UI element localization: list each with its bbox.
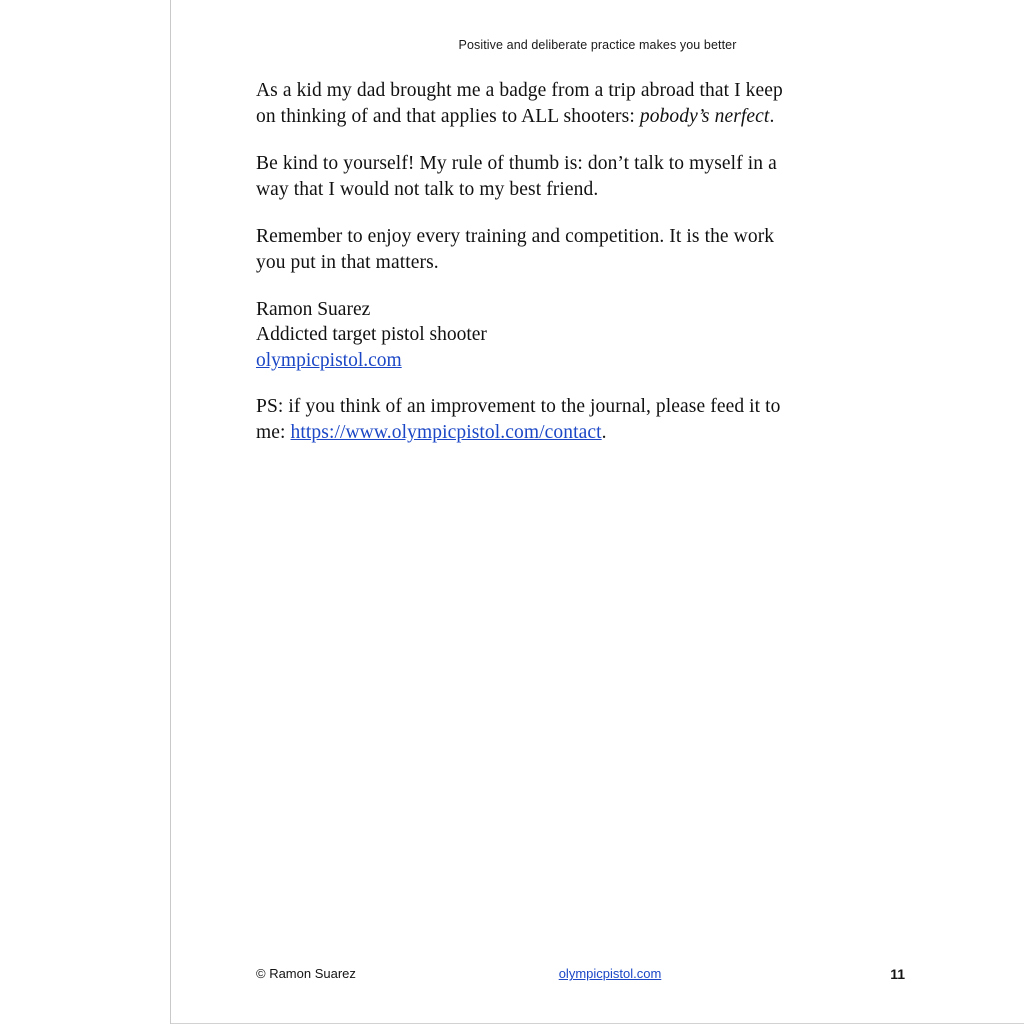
postscript-trailing: . <box>601 422 607 444</box>
postscript-lead: PS: if you think of an improvement to the journal, please feed it to me: <box>256 396 781 444</box>
signature-block <box>256 297 801 375</box>
footer-page-number: 11 <box>890 966 905 982</box>
document-page <box>170 0 1024 1024</box>
paragraph-enjoy: Remember to enjoy every training and competition. It is the work you put in that matters. <box>256 225 775 273</box>
footer-website-link[interactable]: olympicpistol.com <box>558 966 662 981</box>
running-head: Positive and deliberate practice makes you better <box>458 38 737 52</box>
document-body <box>256 78 801 467</box>
footer-link-wrap <box>559 966 662 981</box>
footer-copyright: © Ramon Suarez <box>256 966 356 981</box>
page-footer <box>256 966 964 986</box>
left-gutter <box>0 0 170 1024</box>
paragraph-be-kind: Be kind to yourself! My rule of thumb is: don’t talk to myself in a way that I would not talk to my best friend. <box>256 152 777 200</box>
paragraph-badge-text-after: . <box>769 105 775 127</box>
signature-website-link[interactable]: olympicpistol.com <box>256 350 402 372</box>
paragraph-badge-italic: pobody’s nerfect <box>639 105 770 127</box>
postscript-contact-link[interactable]: https://www.olympicpistol.com/contact <box>290 422 602 444</box>
signature-name: Ramon Suarez <box>256 298 371 320</box>
paragraph-badge <box>256 78 801 130</box>
paragraph-postscript <box>256 394 801 446</box>
signature-role: Addicted target pistol shooter <box>256 324 487 346</box>
paragraph-badge-text-before: As a kid my dad brought me a badge from a trip abroad that I keep on thinking of and that applies to ALL shooters: <box>256 80 783 127</box>
